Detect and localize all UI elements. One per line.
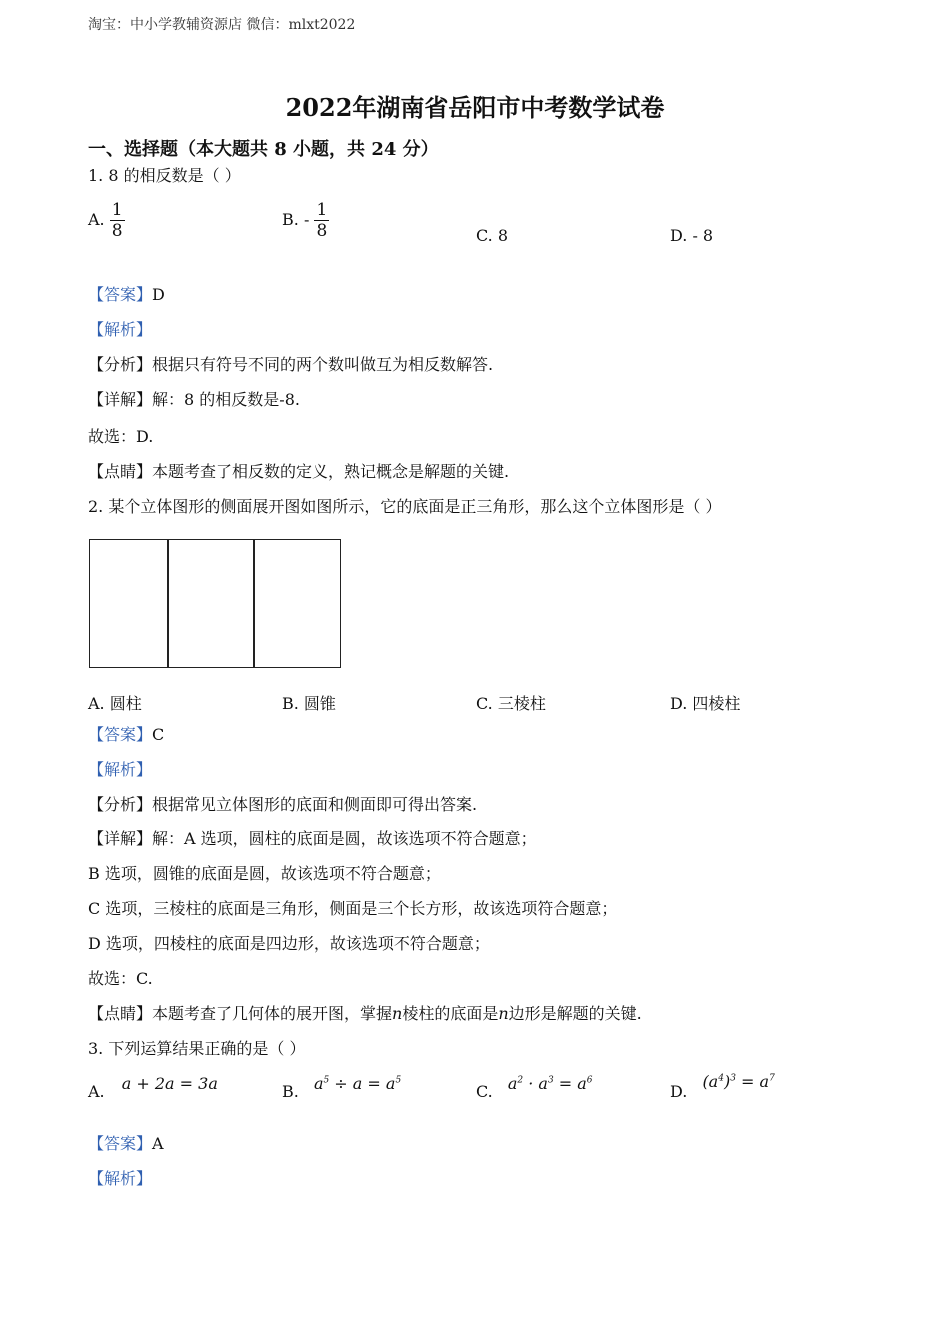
net-rect-1 (89, 539, 169, 668)
q2-fenxi (88, 795, 477, 815)
math-expression: $a^2 \cdot a^3 = a^6$ (507, 1074, 593, 1093)
math-n: n (498, 1004, 509, 1023)
section-heading: 一、选择题（本大题共 8 小题，共 24 分） (88, 139, 439, 160)
denominator: 8 (316, 221, 328, 241)
dianjing-tag: 【点睛】 (88, 1004, 153, 1023)
dianjing-text-2: 棱柱的底面是 (402, 1004, 499, 1023)
q3-option-c (476, 1074, 593, 1101)
xiangjie-tag: 【详解】 (88, 829, 153, 848)
answer-tag: 【答案】 (88, 725, 153, 744)
answer-value: D (152, 285, 165, 304)
denominator: 8 (111, 221, 123, 241)
math-expression: a + 2a = 3a (121, 1074, 218, 1093)
fenxi-tag: 【分析】 (88, 355, 153, 374)
q2-option-c: C. 三棱柱 (476, 694, 546, 713)
q2-guxuan: 故选：C. (88, 969, 153, 988)
net-rect-3 (253, 539, 341, 668)
answer-tag: 【答案】 (88, 1134, 153, 1153)
fenxi-tag: 【分析】 (88, 795, 153, 814)
q3-option-a (88, 1074, 218, 1101)
q1-guxuan: 故选：D. (88, 427, 154, 446)
q2-line-b: B 选项，圆锥的底面是圆，故该选项不符合题意； (88, 864, 441, 883)
minus-sign: - (303, 210, 310, 229)
q2-dianjing (88, 1004, 642, 1024)
option-label: A. (88, 1082, 105, 1101)
q2-answer (88, 725, 164, 745)
numerator: 1 (111, 200, 123, 220)
option-label: A. (88, 210, 105, 229)
fenxi-text: 根据只有符号不同的两个数叫做互为相反数解答. (152, 355, 494, 374)
option-label: B. (282, 210, 299, 229)
q3-analysis-tag: 【解析】 (88, 1169, 153, 1188)
dianjing-tag: 【点睛】 (88, 462, 153, 481)
q1-dianjing (88, 462, 509, 482)
net-rect-2 (167, 539, 255, 668)
math-expression: $a^5 \div a = a^5$ (313, 1074, 402, 1093)
option-value: - 8 (692, 226, 714, 245)
q1-option-a (88, 200, 125, 241)
q3-answer (88, 1134, 164, 1154)
numerator: 1 (316, 200, 328, 220)
math-expression: $(a^4)^3 = a^7$ (702, 1072, 775, 1091)
fraction (110, 200, 125, 241)
math-n: n (392, 1004, 403, 1023)
fenxi-text: 根据常见立体图形的底面和侧面即可得出答案. (152, 795, 478, 814)
q2-line-d: D 选项，四棱柱的底面是四边形，故该选项不符合题意； (88, 934, 490, 953)
q1-option-b (282, 200, 329, 241)
xiangjie-text: 解：A 选项，圆柱的底面是圆，故该选项不符合题意； (152, 829, 537, 848)
q2-option-d: D. 四棱柱 (670, 694, 741, 713)
q3-option-d (670, 1072, 775, 1101)
option-label: B. (282, 1082, 299, 1101)
option-label: D. (670, 226, 688, 245)
xiangjie-text: 解：8 的相反数是-8. (152, 390, 300, 409)
dianjing-text-1: 本题考查了几何体的展开图，掌握 (152, 1004, 393, 1023)
q2-analysis-tag: 【解析】 (88, 760, 153, 779)
q2-option-b: B. 圆锥 (282, 694, 336, 713)
q1-stem: 1. 8 的相反数是（ ） (88, 166, 241, 185)
q2-line-c: C 选项，三棱柱的底面是三角形，侧面是三个长方形，故该选项符合题意； (88, 899, 618, 918)
answer-tag: 【答案】 (88, 285, 153, 304)
page-title: 2022年湖南省岳阳市中考数学试卷 (285, 93, 665, 122)
q1-option-c: C. 8 (476, 226, 509, 245)
answer-value: A (152, 1134, 164, 1153)
fraction (314, 200, 329, 241)
dianjing-text-3: 边形是解题的关键. (508, 1004, 642, 1023)
q3-option-b (282, 1074, 402, 1101)
q2-option-a: A. 圆柱 (88, 694, 142, 713)
q1-analysis-tag: 【解析】 (88, 320, 153, 339)
q2-stem: 2. 某个立体图形的侧面展开图如图所示，它的底面是正三角形，那么这个立体图形是（ ） (88, 497, 722, 516)
q1-answer (88, 285, 165, 305)
option-label: C. (476, 1082, 493, 1101)
q1-option-d (670, 226, 713, 245)
q1-xiangjie (88, 390, 300, 410)
watermark-header: 淘宝：中小学教辅资源店 微信：mlxt2022 (88, 17, 356, 33)
answer-value: C (152, 725, 165, 744)
dianjing-text: 本题考查了相反数的定义，熟记概念是解题的关键. (152, 462, 510, 481)
q2-xiangjie (88, 829, 537, 849)
xiangjie-tag: 【详解】 (88, 390, 153, 409)
q3-stem: 3. 下列运算结果正确的是（ ） (88, 1039, 306, 1058)
option-label: D. (670, 1082, 688, 1101)
q1-fenxi (88, 355, 493, 375)
